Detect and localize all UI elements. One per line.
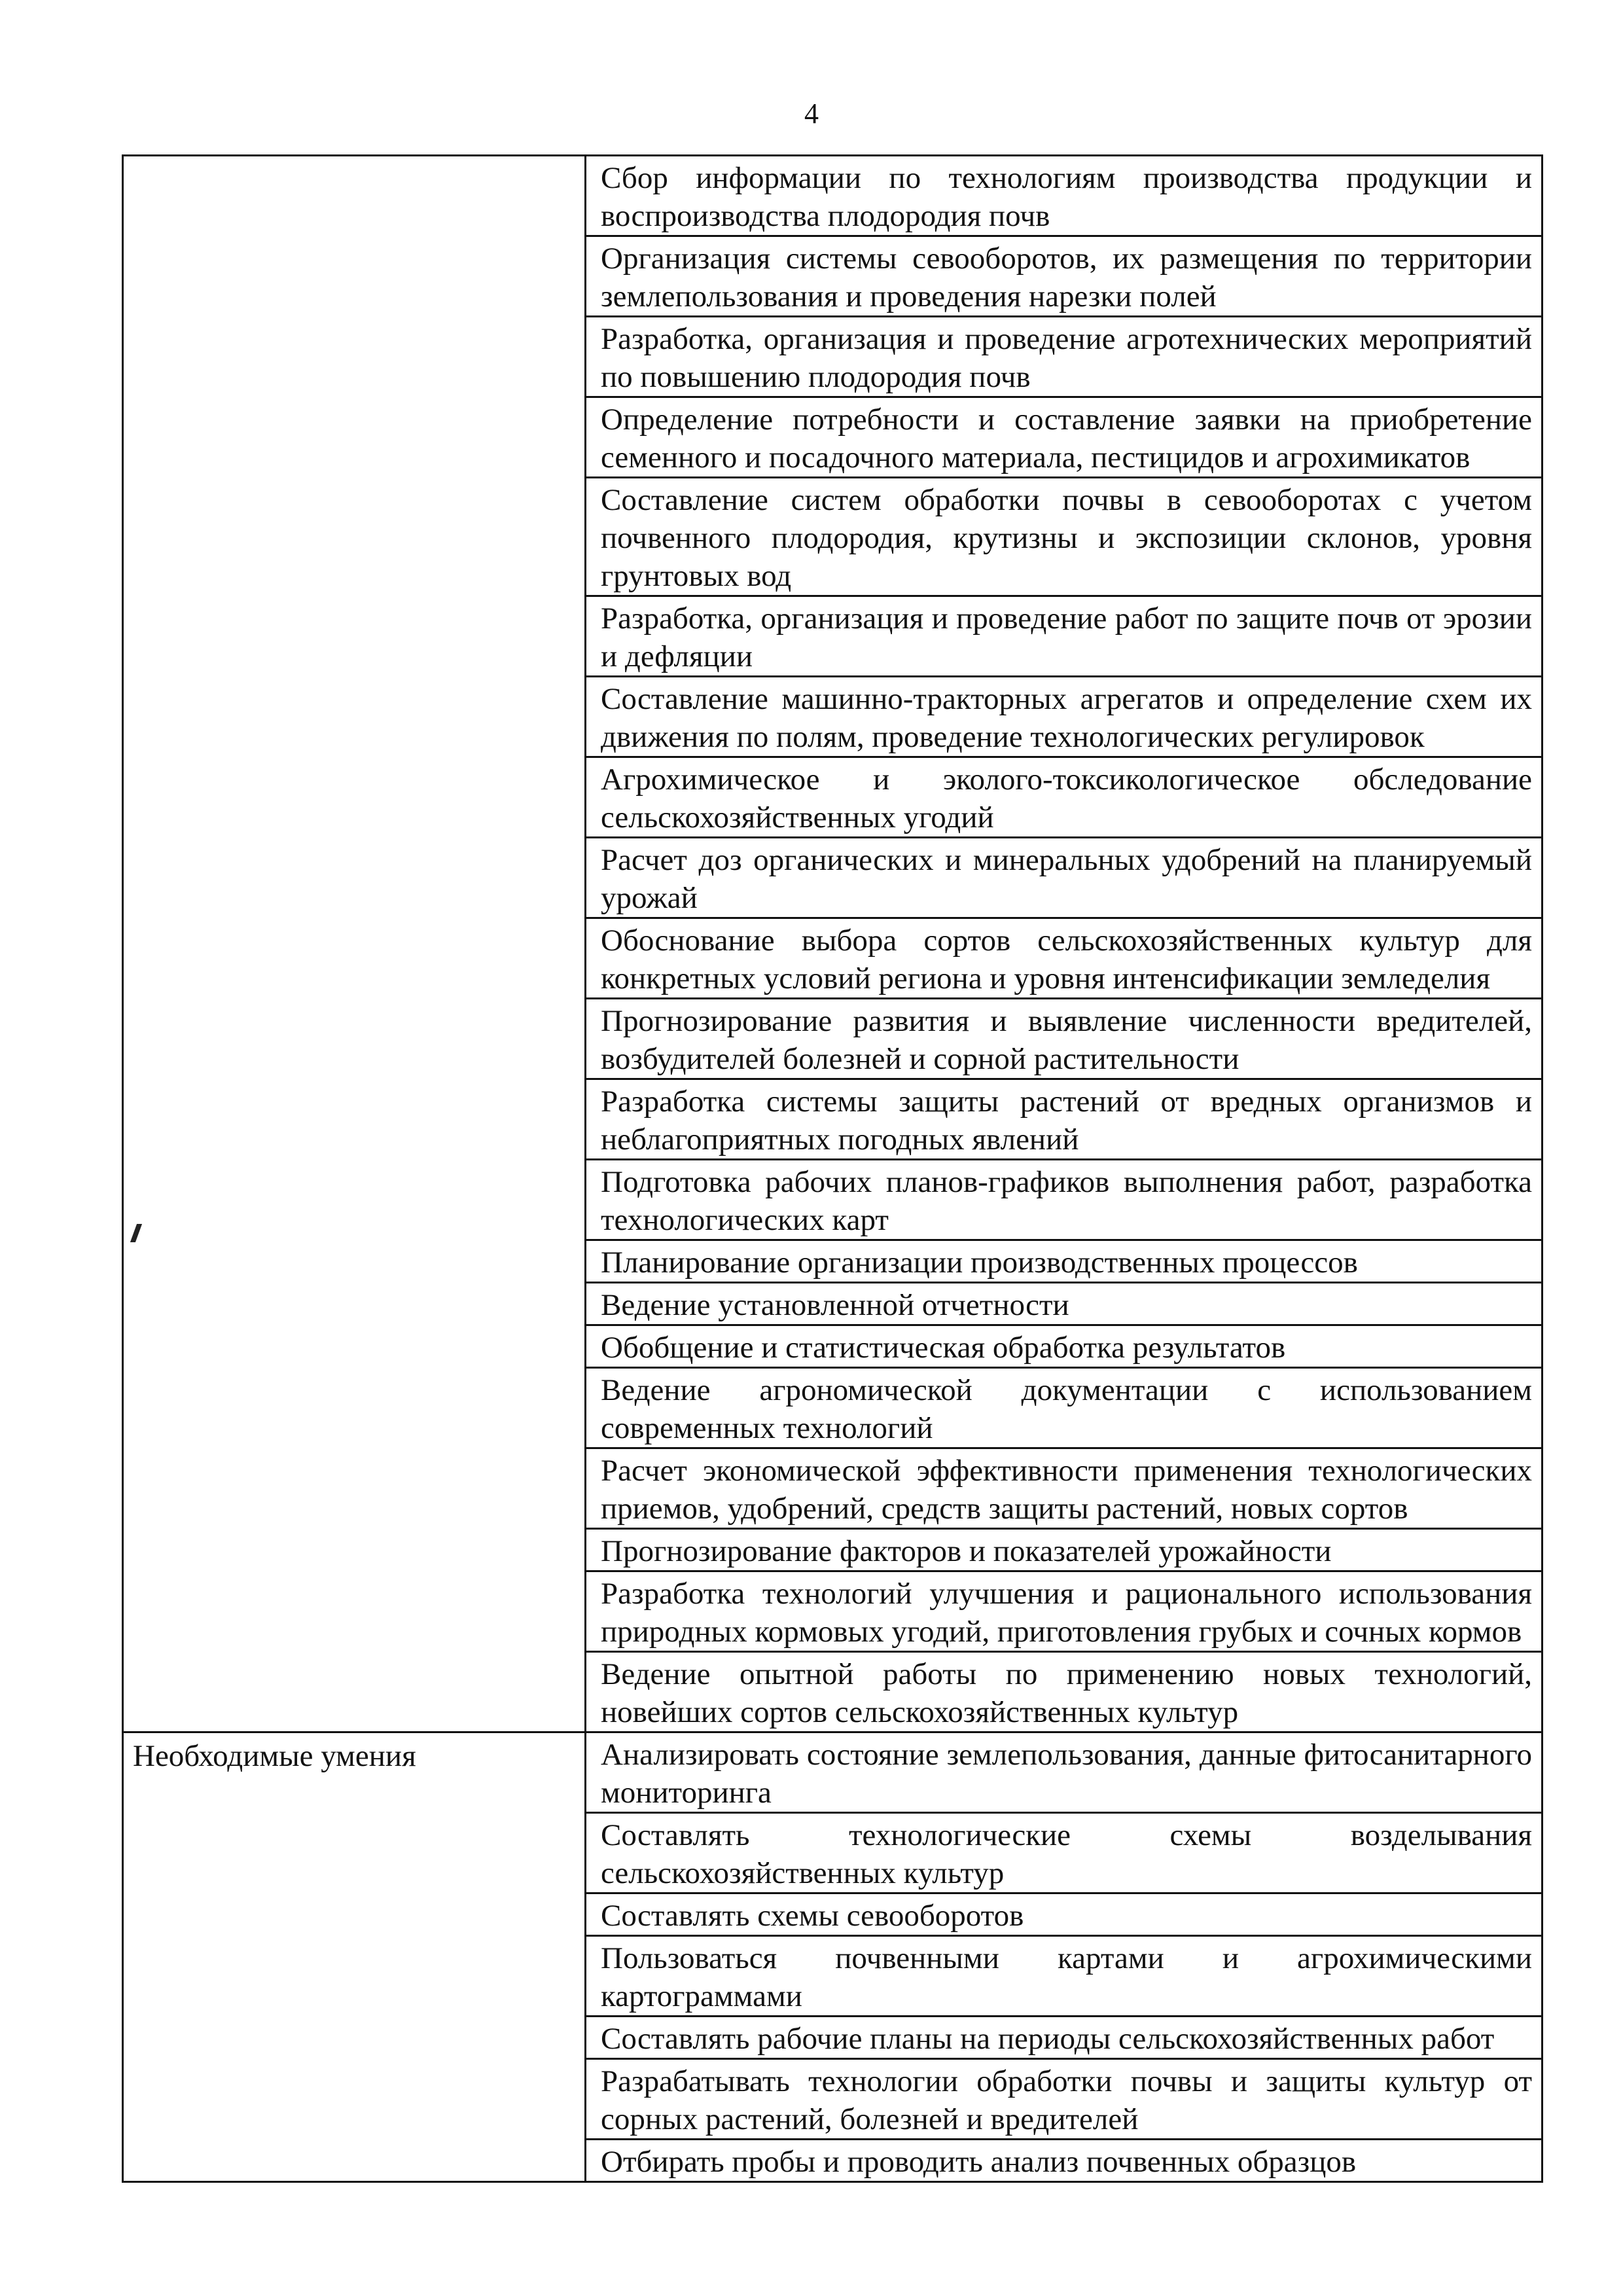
- requirement-item: Расчет доз органических и минеральных удобрений на планируемый урожай: [586, 838, 1543, 918]
- requirement-item: Организация системы севооборотов, их размещения по территории землепользования и проведения нарезки полей: [586, 236, 1543, 317]
- requirement-item: Обоснование выбора сортов сельскохозяйственных культур для конкретных условий региона и уровня интенсификации земледелия: [586, 918, 1543, 999]
- requirement-item: Разработка, организация и проведение агротехнических мероприятий по повышению плодородия почв: [586, 317, 1543, 397]
- requirement-item: Составление машинно-тракторных агрегатов и определение схем их движения по полям, проведение технологических регулировок: [586, 677, 1543, 757]
- requirement-item: Прогнозирование развития и выявление численности вредителей, возбудителей болезней и сорной растительности: [586, 999, 1543, 1079]
- requirement-item: Сбор информации по технологиям производства продукции и воспроизводства плодородия почв: [586, 156, 1543, 236]
- requirement-item: Составлять схемы севооборотов: [586, 1893, 1543, 1936]
- requirement-item: Пользоваться почвенными картами и агрохимическими картограммами: [586, 1936, 1543, 2017]
- requirement-item: Планирование организации производственных процессов: [586, 1240, 1543, 1283]
- section-label: Необходимые умения: [123, 1732, 586, 2182]
- requirement-item: Определение потребности и составление заявки на приобретение семенного и посадочного материала, пестицидов и агрохимикатов: [586, 397, 1543, 478]
- page-number: 4: [804, 98, 819, 130]
- requirement-item: Разработка, организация и проведение работ по защите почв от эрозии и дефляции: [586, 596, 1543, 677]
- requirement-item: Подготовка рабочих планов-графиков выполнения работ, разработка технологических карт: [586, 1160, 1543, 1240]
- table-row: [123, 1732, 1543, 1813]
- requirement-item: Расчет экономической эффективности применения технологических приемов, удобрений, средств защиты растений, новых сортов: [586, 1448, 1543, 1529]
- requirement-item: Ведение агрономической документации с использованием современных технологий: [586, 1368, 1543, 1448]
- requirement-item: Составлять рабочие планы на периоды сельскохозяйственных работ: [586, 2017, 1543, 2059]
- requirement-item: Анализировать состояние землепользования, данные фитосанитарного мониторинга: [586, 1732, 1543, 1813]
- table-row: [123, 156, 1543, 236]
- requirement-item: Ведение установленной отчетности: [586, 1283, 1543, 1325]
- section-label: [123, 156, 586, 1732]
- requirement-item: Разработка системы защиты растений от вредных организмов и неблагоприятных погодных явлений: [586, 1079, 1543, 1160]
- requirement-item: Обобщение и статистическая обработка результатов: [586, 1325, 1543, 1368]
- requirement-item: Прогнозирование факторов и показателей урожайности: [586, 1529, 1543, 1571]
- requirement-item: Агрохимическое и эколого-токсикологическое обследование сельскохозяйственных угодий: [586, 757, 1543, 838]
- requirement-item: Разрабатывать технологии обработки почвы и защиты культур от сорных растений, болезней и вредителей: [586, 2059, 1543, 2140]
- requirement-item: Ведение опытной работы по применению новых технологий, новейших сортов сельскохозяйственных культур: [586, 1652, 1543, 1732]
- requirement-item: Отбирать пробы и проводить анализ почвенных образцов: [586, 2140, 1543, 2182]
- requirement-item: Составление систем обработки почвы в севооборотах с учетом почвенного плодородия, крутизны и экспозиции склонов, уровня грунтовых вод: [586, 478, 1543, 596]
- requirement-item: Составлять технологические схемы возделывания сельскохозяйственных культур: [586, 1813, 1543, 1893]
- requirements-table: [122, 154, 1543, 2183]
- requirement-item: Разработка технологий улучшения и рационального использования природных кормовых угодий, приготовления грубых и сочных кормов: [586, 1571, 1543, 1652]
